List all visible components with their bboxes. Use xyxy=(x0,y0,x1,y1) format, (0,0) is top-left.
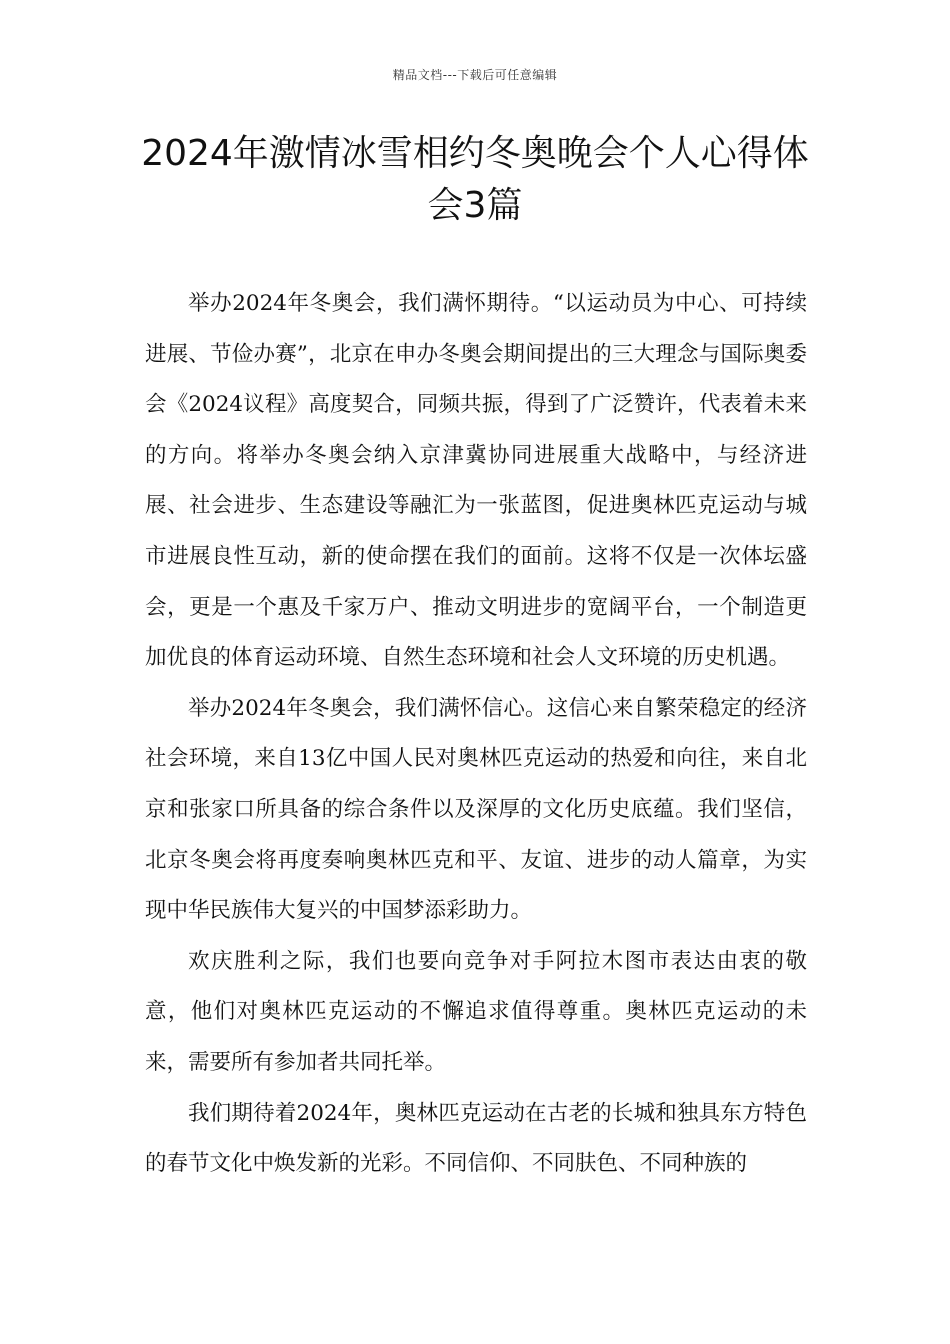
page-header: 精品文档---下载后可任意编辑 xyxy=(392,68,558,82)
document-body xyxy=(145,279,807,1190)
document-title: 2024年激情冰雪相约冬奥晚会个人心得体会3篇 xyxy=(141,133,809,226)
paragraph: 欢庆胜利之际，我们也要向竞争对手阿拉木图市表达由衷的敬意，他们对奥林匹克运动的不懈追求值得尊重。奥林匹克运动的未来，需要所有参加者共同托举。 xyxy=(145,948,807,1075)
paragraph: 我们期待着2024年，奥林匹克运动在古老的长城和独具东方特色的春节文化中焕发新的光彩。不同信仰、不同肤色、不同种族的 xyxy=(145,1100,807,1177)
paragraph: 举办2024年冬奥会，我们满怀信心。这信心来自繁荣稳定的经济社会环境，来自13亿中国人民对奥林匹克运动的热爱和向往，来自北京和张家口所具备的综合条件以及深厚的文化历史底蕴。我们坚信，北京冬奥会将再度奏响奥林匹克和平、友谊、进步的动人篇章，为实现中华民族伟大复兴的中国梦添彩助力。 xyxy=(145,695,807,924)
paragraph: 举办2024年冬奥会，我们满怀期待。“以运动员为中心、可持续进展、节俭办赛”，北京在申办冬奥会期间提出的三大理念与国际奥委会《2024议程》高度契合，同频共振，得到了广泛赞许，代表着未来的方向。将举办冬奥会纳入京津冀协同进展重大战略中，与经济进展、社会进步、生态建设等融汇为一张蓝图，促进奥林匹克运动与城市进展良性互动，新的使命摆在我们的面前。这将不仅是一次体坛盛会，更是一个惠及千家万户、推动文明进步的宽阔平台，一个制造更加优良的体育运动环境、自然生态环境和社会人文环境的历史机遇。 xyxy=(145,291,807,671)
